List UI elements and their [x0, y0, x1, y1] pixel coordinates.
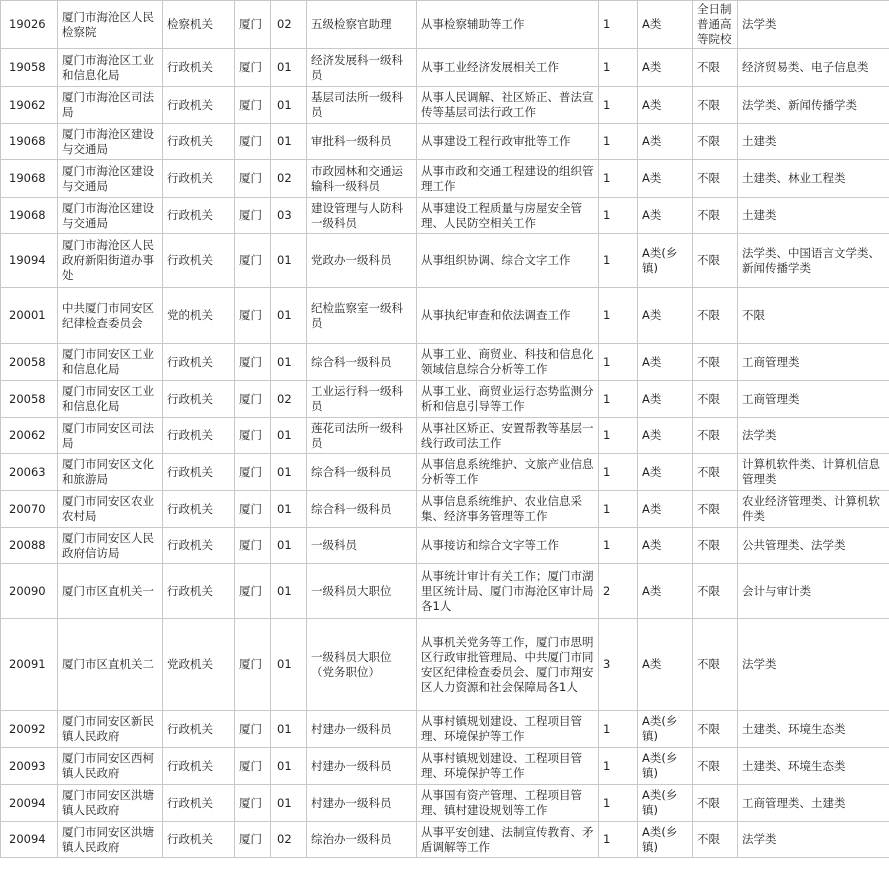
cell-city: 厦门: [235, 822, 271, 858]
cell-position: 莲花司法所一级科员: [307, 418, 417, 454]
cell-education: 不限: [693, 822, 738, 858]
cell-position-code: 01: [271, 785, 307, 822]
cell-count: 1: [599, 87, 638, 124]
cell-duty: 从事村镇规划建设、工程项目管理、环境保护等工作: [417, 748, 599, 785]
cell-duty: 从事社区矫正、安置帮教等基层一线行政司法工作: [417, 418, 599, 454]
cell-major: 法学类: [738, 418, 889, 454]
cell-category: A类(乡镇): [638, 234, 693, 288]
cell-duty: 从事建设工程行政审批等工作: [417, 124, 599, 160]
cell-duty: 从事国有资产管理、工程项目管理、镇村建设规划等工作: [417, 785, 599, 822]
cell-duty: 从事村镇规划建设、工程项目管理、环境保护等工作: [417, 711, 599, 748]
table-row: [1, 288, 889, 344]
cell-city: 厦门: [235, 87, 271, 124]
cell-code: 20094: [1, 822, 58, 858]
cell-count: 1: [599, 344, 638, 381]
cell-category: A类(乡镇): [638, 785, 693, 822]
cell-unit: 厦门市同安区洪塘镇人民政府: [58, 822, 163, 858]
cell-position-code: 01: [271, 234, 307, 288]
cell-count: 1: [599, 49, 638, 87]
cell-unit: 厦门市海沧区建设与交通局: [58, 124, 163, 160]
cell-position-code: 01: [271, 491, 307, 528]
cell-position-code: 01: [271, 418, 307, 454]
cell-major: 经济贸易类、电子信息类: [738, 49, 889, 87]
cell-code: 20058: [1, 344, 58, 381]
cell-duty: 从事人民调解、社区矫正、普法宣传等基层司法行政工作: [417, 87, 599, 124]
cell-city: 厦门: [235, 160, 271, 198]
cell-org-type: 行政机关: [163, 748, 235, 785]
cell-city: 厦门: [235, 124, 271, 160]
cell-unit: 厦门市同安区工业和信息化局: [58, 381, 163, 418]
cell-unit: 厦门市同安区司法局: [58, 418, 163, 454]
cell-duty: 从事信息系统维护、农业信息采集、经济事务管理等工作: [417, 491, 599, 528]
cell-code: 20088: [1, 528, 58, 564]
cell-org-type: 行政机关: [163, 198, 235, 234]
cell-code: 20058: [1, 381, 58, 418]
cell-category: A类: [638, 491, 693, 528]
cell-count: 1: [599, 160, 638, 198]
cell-category: A类: [638, 198, 693, 234]
cell-city: 厦门: [235, 491, 271, 528]
table-row: [1, 619, 889, 711]
cell-city: 厦门: [235, 748, 271, 785]
cell-position-code: 02: [271, 160, 307, 198]
cell-unit: 厦门市同安区人民政府信访局: [58, 528, 163, 564]
cell-city: 厦门: [235, 454, 271, 491]
cell-unit: 厦门市同安区农业农村局: [58, 491, 163, 528]
table-row: [1, 454, 889, 491]
table-row: [1, 234, 889, 288]
cell-major: 农业经济管理类、计算机软件类: [738, 491, 889, 528]
cell-unit: 厦门市海沧区人民检察院: [58, 1, 163, 49]
cell-org-type: 行政机关: [163, 160, 235, 198]
cell-code: 20063: [1, 454, 58, 491]
cell-code: 20094: [1, 785, 58, 822]
cell-major: 工商管理类: [738, 381, 889, 418]
cell-code: 20090: [1, 564, 58, 619]
table-row: [1, 564, 889, 619]
cell-org-type: 行政机关: [163, 381, 235, 418]
cell-unit: 厦门市海沧区人民政府新阳街道办事处: [58, 234, 163, 288]
cell-org-type: 行政机关: [163, 344, 235, 381]
cell-city: 厦门: [235, 564, 271, 619]
cell-code: 19026: [1, 1, 58, 49]
cell-code: 20091: [1, 619, 58, 711]
cell-category: A类: [638, 454, 693, 491]
cell-major: 土建类、环境生态类: [738, 711, 889, 748]
cell-unit: 中共厦门市同安区纪律检查委员会: [58, 288, 163, 344]
cell-city: 厦门: [235, 344, 271, 381]
cell-code: 19058: [1, 49, 58, 87]
table-row: [1, 418, 889, 454]
cell-position: 纪检监察室一级科员: [307, 288, 417, 344]
cell-unit: 厦门市同安区新民镇人民政府: [58, 711, 163, 748]
table-row: [1, 381, 889, 418]
cell-org-type: 行政机关: [163, 234, 235, 288]
cell-duty: 从事信息系统维护、文旅产业信息分析等工作: [417, 454, 599, 491]
cell-code: 19068: [1, 160, 58, 198]
cell-org-type: 党的机关: [163, 288, 235, 344]
cell-category: A类: [638, 564, 693, 619]
cell-position: 党政办一级科员: [307, 234, 417, 288]
cell-major: 法学类: [738, 1, 889, 49]
cell-unit: 厦门市同安区工业和信息化局: [58, 344, 163, 381]
cell-count: 1: [599, 124, 638, 160]
cell-count: 1: [599, 822, 638, 858]
cell-category: A类: [638, 49, 693, 87]
cell-count: 1: [599, 1, 638, 49]
cell-position-code: 01: [271, 619, 307, 711]
cell-code: 19068: [1, 198, 58, 234]
cell-count: 2: [599, 564, 638, 619]
cell-city: 厦门: [235, 381, 271, 418]
cell-city: 厦门: [235, 1, 271, 49]
cell-code: 20092: [1, 711, 58, 748]
cell-category: A类(乡镇): [638, 748, 693, 785]
cell-duty: 从事接访和综合文字等工作: [417, 528, 599, 564]
cell-code: 19094: [1, 234, 58, 288]
cell-category: A类: [638, 87, 693, 124]
cell-position: 综合科一级科员: [307, 454, 417, 491]
cell-position: 综合科一级科员: [307, 344, 417, 381]
cell-category: A类(乡镇): [638, 822, 693, 858]
cell-count: 1: [599, 381, 638, 418]
cell-major: 法学类: [738, 619, 889, 711]
table-row: [1, 198, 889, 234]
cell-education: 不限: [693, 49, 738, 87]
cell-education: 不限: [693, 198, 738, 234]
cell-position: 五级检察官助理: [307, 1, 417, 49]
table-row: [1, 87, 889, 124]
cell-duty: 从事统计审计有关工作；厦门市湖里区统计局、厦门市海沧区审计局各1人: [417, 564, 599, 619]
cell-education: 不限: [693, 711, 738, 748]
cell-count: 1: [599, 454, 638, 491]
cell-count: 1: [599, 491, 638, 528]
cell-duty: 从事平安创建、法制宣传教育、矛盾调解等工作: [417, 822, 599, 858]
cell-category: A类: [638, 381, 693, 418]
cell-education: 不限: [693, 491, 738, 528]
cell-education: 不限: [693, 124, 738, 160]
cell-org-type: 行政机关: [163, 454, 235, 491]
cell-count: 1: [599, 234, 638, 288]
cell-major: 土建类: [738, 198, 889, 234]
cell-city: 厦门: [235, 418, 271, 454]
cell-duty: 从事工业、商贸业、科技和信息化领域信息综合分析等工作: [417, 344, 599, 381]
cell-city: 厦门: [235, 49, 271, 87]
cell-category: A类: [638, 619, 693, 711]
cell-position: 工业运行科一级科员: [307, 381, 417, 418]
cell-major: 不限: [738, 288, 889, 344]
cell-org-type: 行政机关: [163, 491, 235, 528]
cell-major: 土建类、环境生态类: [738, 748, 889, 785]
cell-org-type: 检察机关: [163, 1, 235, 49]
cell-duty: 从事组织协调、综合文字工作: [417, 234, 599, 288]
cell-major: 法学类、中国语言文学类、新闻传播学类: [738, 234, 889, 288]
cell-category: A类: [638, 528, 693, 564]
table-row: [1, 785, 889, 822]
cell-category: A类: [638, 124, 693, 160]
cell-position-code: 01: [271, 87, 307, 124]
cell-position-code: 01: [271, 288, 307, 344]
cell-city: 厦门: [235, 711, 271, 748]
cell-count: 1: [599, 748, 638, 785]
cell-code: 20001: [1, 288, 58, 344]
cell-position: 综合科一级科员: [307, 491, 417, 528]
cell-unit: 厦门市区直机关一: [58, 564, 163, 619]
table-row: [1, 711, 889, 748]
cell-position: 审批科一级科员: [307, 124, 417, 160]
cell-position-code: 01: [271, 564, 307, 619]
cell-category: A类: [638, 160, 693, 198]
cell-position: 村建办一级科员: [307, 748, 417, 785]
cell-org-type: 行政机关: [163, 87, 235, 124]
cell-code: 19062: [1, 87, 58, 124]
cell-city: 厦门: [235, 528, 271, 564]
cell-education: 不限: [693, 87, 738, 124]
cell-education: 不限: [693, 418, 738, 454]
cell-major: 法学类: [738, 822, 889, 858]
cell-city: 厦门: [235, 785, 271, 822]
cell-position: 建设管理与人防科一级科员: [307, 198, 417, 234]
cell-major: 公共管理类、法学类: [738, 528, 889, 564]
cell-position-code: 01: [271, 124, 307, 160]
cell-category: A类: [638, 344, 693, 381]
cell-position: 村建办一级科员: [307, 711, 417, 748]
table-row: [1, 49, 889, 87]
cell-duty: 从事检察辅助等工作: [417, 1, 599, 49]
cell-education: 不限: [693, 619, 738, 711]
cell-code: 20093: [1, 748, 58, 785]
table-row: [1, 1, 889, 49]
cell-city: 厦门: [235, 619, 271, 711]
cell-unit: 厦门市同安区洪塘镇人民政府: [58, 785, 163, 822]
cell-duty: 从事工业经济发展相关工作: [417, 49, 599, 87]
cell-count: 1: [599, 528, 638, 564]
cell-unit: 厦门市海沧区司法局: [58, 87, 163, 124]
cell-org-type: 行政机关: [163, 49, 235, 87]
cell-unit: 厦门市海沧区建设与交通局: [58, 198, 163, 234]
cell-education: 不限: [693, 344, 738, 381]
cell-count: 1: [599, 198, 638, 234]
cell-major: 计算机软件类、计算机信息管理类: [738, 454, 889, 491]
cell-major: 土建类、林业工程类: [738, 160, 889, 198]
cell-education: 不限: [693, 381, 738, 418]
cell-count: 1: [599, 418, 638, 454]
cell-position-code: 01: [271, 528, 307, 564]
table-row: [1, 748, 889, 785]
cell-position: 综治办一级科员: [307, 822, 417, 858]
cell-org-type: 党政机关: [163, 619, 235, 711]
cell-code: 20070: [1, 491, 58, 528]
cell-code: 20062: [1, 418, 58, 454]
cell-education: 不限: [693, 160, 738, 198]
cell-position-code: 03: [271, 198, 307, 234]
cell-position: 市政园林和交通运输科一级科员: [307, 160, 417, 198]
cell-major: 法学类、新闻传播学类: [738, 87, 889, 124]
cell-duty: 从事工业、商贸业运行态势监测分析和信息引导等工作: [417, 381, 599, 418]
cell-position-code: 02: [271, 1, 307, 49]
cell-duty: 从事执纪审查和依法调查工作: [417, 288, 599, 344]
cell-education: 全日制普通高等院校: [693, 1, 738, 49]
cell-unit: 厦门市同安区西柯镇人民政府: [58, 748, 163, 785]
table-row: [1, 528, 889, 564]
cell-major: 工商管理类、土建类: [738, 785, 889, 822]
cell-category: A类: [638, 418, 693, 454]
cell-category: A类: [638, 1, 693, 49]
cell-unit: 厦门市海沧区工业和信息化局: [58, 49, 163, 87]
cell-position-code: 01: [271, 49, 307, 87]
cell-education: 不限: [693, 785, 738, 822]
cell-education: 不限: [693, 528, 738, 564]
table-row: [1, 822, 889, 858]
cell-count: 1: [599, 711, 638, 748]
cell-education: 不限: [693, 454, 738, 491]
cell-position: 一级科员大职位（党务职位）: [307, 619, 417, 711]
cell-position-code: 02: [271, 381, 307, 418]
cell-duty: 从事建设工程质量与房屋安全管理、人民防空相关工作: [417, 198, 599, 234]
cell-education: 不限: [693, 288, 738, 344]
cell-position-code: 01: [271, 748, 307, 785]
cell-position: 经济发展科一级科员: [307, 49, 417, 87]
table-row: [1, 344, 889, 381]
cell-org-type: 行政机关: [163, 564, 235, 619]
cell-city: 厦门: [235, 198, 271, 234]
cell-city: 厦门: [235, 288, 271, 344]
cell-org-type: 行政机关: [163, 124, 235, 160]
cell-position: 基层司法所一级科员: [307, 87, 417, 124]
cell-position-code: 02: [271, 822, 307, 858]
cell-position: 一级科员: [307, 528, 417, 564]
cell-education: 不限: [693, 748, 738, 785]
cell-org-type: 行政机关: [163, 528, 235, 564]
cell-category: A类: [638, 288, 693, 344]
cell-position-code: 01: [271, 711, 307, 748]
table-row: [1, 160, 889, 198]
cell-education: 不限: [693, 234, 738, 288]
cell-position-code: 01: [271, 344, 307, 381]
cell-position: 一级科员大职位: [307, 564, 417, 619]
table-row: [1, 124, 889, 160]
cell-count: 3: [599, 619, 638, 711]
cell-major: 会计与审计类: [738, 564, 889, 619]
cell-code: 19068: [1, 124, 58, 160]
cell-major: 工商管理类: [738, 344, 889, 381]
cell-org-type: 行政机关: [163, 785, 235, 822]
table-row: [1, 491, 889, 528]
cell-org-type: 行政机关: [163, 711, 235, 748]
cell-education: 不限: [693, 564, 738, 619]
cell-position-code: 01: [271, 454, 307, 491]
cell-duty: 从事机关党务等工作，厦门市思明区行政审批管理局、中共厦门市同安区纪律检查委员会、厦门市翔安区人力资源和社会保障局各1人: [417, 619, 599, 711]
cell-city: 厦门: [235, 234, 271, 288]
cell-unit: 厦门市同安区文化和旅游局: [58, 454, 163, 491]
cell-unit: 厦门市海沧区建设与交通局: [58, 160, 163, 198]
cell-count: 1: [599, 288, 638, 344]
cell-duty: 从事市政和交通工程建设的组织管理工作: [417, 160, 599, 198]
cell-position: 村建办一级科员: [307, 785, 417, 822]
cell-org-type: 行政机关: [163, 418, 235, 454]
cell-major: 土建类: [738, 124, 889, 160]
cell-category: A类(乡镇): [638, 711, 693, 748]
cell-count: 1: [599, 785, 638, 822]
cell-org-type: 行政机关: [163, 822, 235, 858]
cell-unit: 厦门市区直机关二: [58, 619, 163, 711]
